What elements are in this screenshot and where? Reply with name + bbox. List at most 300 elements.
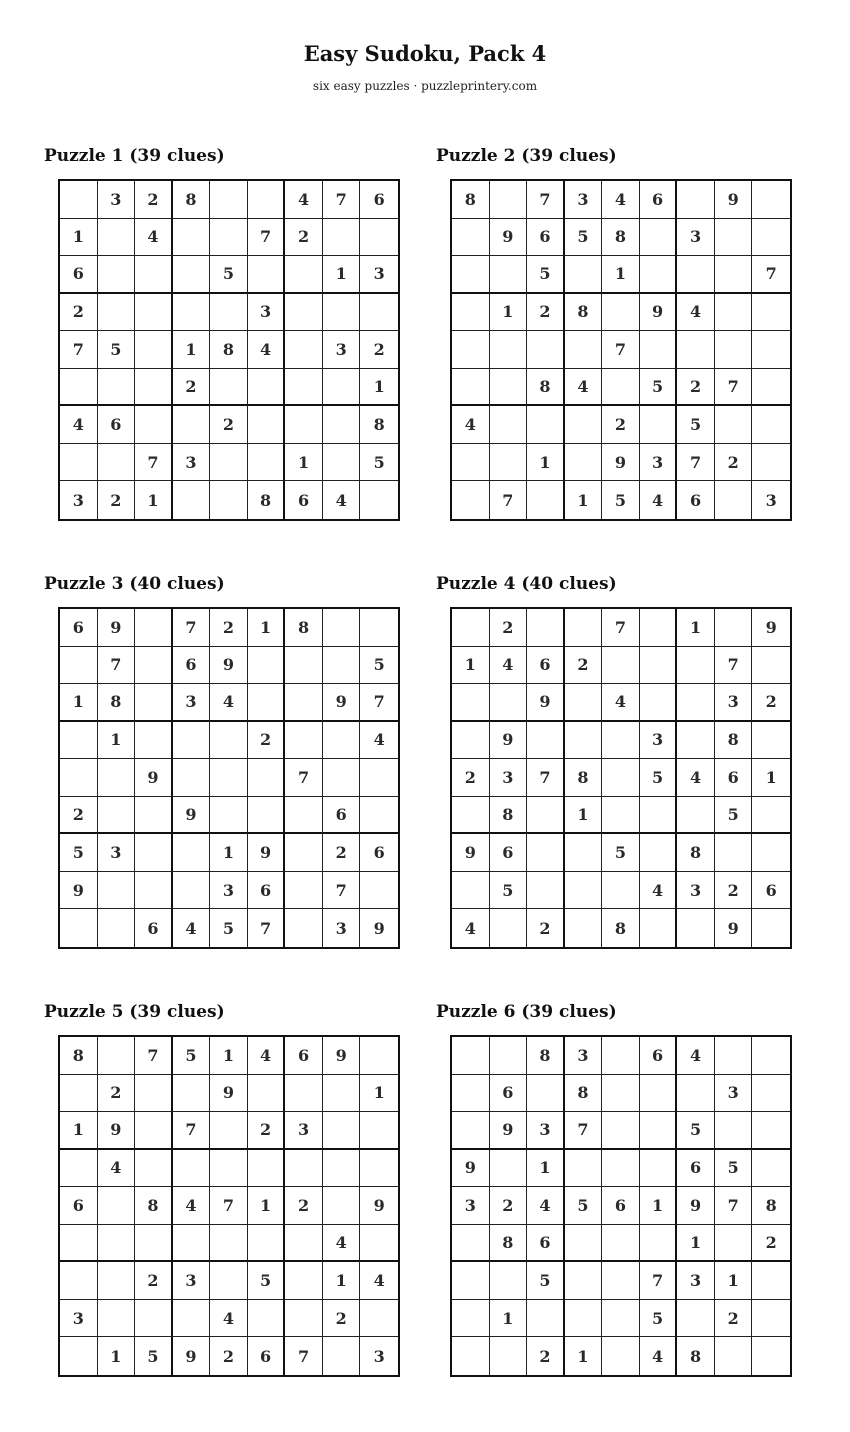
grid-cell [135,331,173,369]
grid-cell [360,1300,398,1338]
grid-cell [360,759,398,797]
grid-cell [135,369,173,407]
puzzle-heading: Puzzle 6 (39 clues) [436,1002,617,1022]
grid-cell: 4 [323,481,361,519]
grid-cell: 8 [360,406,398,444]
grid-cell [248,684,286,722]
grid-cell: 4 [248,1037,286,1075]
grid-cell [677,909,715,947]
grid-cell: 6 [248,872,286,910]
grid-cell [248,406,286,444]
grid-cell [135,797,173,835]
grid-cell [677,797,715,835]
grid-cell: 7 [248,909,286,947]
grid-cell: 8 [285,609,323,647]
grid-cell: 2 [527,294,565,332]
grid-cell: 3 [490,759,528,797]
grid-cell: 5 [640,759,678,797]
grid-cell: 1 [602,256,640,294]
grid-cell: 2 [210,406,248,444]
grid-cell [602,1337,640,1375]
grid-cell [602,369,640,407]
grid-cell [135,609,173,647]
grid-cell: 7 [98,647,136,685]
grid-cell: 1 [248,1187,286,1225]
grid-cell [565,1300,603,1338]
grid-cell: 8 [135,1187,173,1225]
grid-cell [452,722,490,760]
grid-cell [565,331,603,369]
grid-cell [173,1300,211,1338]
grid-cell [602,1075,640,1113]
grid-cell [715,331,753,369]
grid-cell: 6 [360,181,398,219]
grid-cell [98,369,136,407]
grid-cell [135,1225,173,1263]
grid-cell: 6 [490,1075,528,1113]
grid-cell: 2 [135,181,173,219]
grid-cell [98,444,136,482]
grid-cell: 1 [715,1262,753,1300]
grid-cell: 3 [715,1075,753,1113]
grid-cell [360,797,398,835]
grid-cell [715,256,753,294]
grid-cell: 5 [602,834,640,872]
grid-cell: 1 [360,369,398,407]
grid-cell: 9 [248,834,286,872]
grid-cell [677,181,715,219]
grid-cell: 1 [135,481,173,519]
grid-cell [565,872,603,910]
grid-cell: 7 [285,1337,323,1375]
grid-cell [173,834,211,872]
grid-cell [323,219,361,257]
grid-cell [452,797,490,835]
grid-cell: 4 [565,369,603,407]
grid-cell [640,1075,678,1113]
grid-cell [98,219,136,257]
grid-cell [527,872,565,910]
grid-cell: 5 [98,331,136,369]
grid-cell: 6 [527,219,565,257]
grid-cell [715,481,753,519]
grid-cell [60,909,98,947]
grid-cell [248,181,286,219]
grid-cell: 7 [715,1187,753,1225]
grid-cell [323,1187,361,1225]
grid-cell: 7 [715,369,753,407]
grid-cell: 5 [60,834,98,872]
grid-cell: 1 [98,722,136,760]
grid-cell [752,647,790,685]
grid-cell: 9 [490,1112,528,1150]
grid-cell [60,1262,98,1300]
grid-cell [360,1037,398,1075]
grid-cell: 4 [677,1037,715,1075]
grid-cell [135,1075,173,1113]
grid-cell [602,722,640,760]
grid-cell: 2 [715,444,753,482]
grid-cell: 6 [527,647,565,685]
grid-cell [565,406,603,444]
grid-cell [452,481,490,519]
grid-cell [98,1300,136,1338]
grid-cell: 2 [752,1225,790,1263]
grid-cell [285,909,323,947]
grid-cell: 8 [490,797,528,835]
grid-cell: 6 [527,1225,565,1263]
grid-cell: 2 [490,1187,528,1225]
grid-cell: 5 [715,1150,753,1188]
grid-cell: 7 [527,181,565,219]
grid-cell: 6 [173,647,211,685]
grid-cell: 9 [173,797,211,835]
grid-cell [452,1262,490,1300]
grid-cell: 8 [677,834,715,872]
grid-cell [248,444,286,482]
grid-cell [98,759,136,797]
grid-cell: 9 [210,647,248,685]
grid-cell [490,331,528,369]
grid-cell: 6 [640,181,678,219]
grid-cell [60,181,98,219]
grid-cell [565,684,603,722]
grid-cell: 5 [565,1187,603,1225]
grid-cell [640,834,678,872]
grid-cell [640,256,678,294]
grid-cell [640,1225,678,1263]
grid-cell [360,609,398,647]
grid-cell [752,219,790,257]
grid-cell: 9 [323,684,361,722]
grid-cell [248,1300,286,1338]
grid-cell: 4 [98,1150,136,1188]
grid-cell [752,181,790,219]
grid-cell: 2 [210,609,248,647]
grid-cell: 5 [248,1262,286,1300]
grid-cell [527,609,565,647]
grid-cell [98,797,136,835]
grid-cell: 8 [527,1037,565,1075]
grid-cell [323,1150,361,1188]
grid-cell [527,1300,565,1338]
grid-cell: 8 [173,181,211,219]
grid-cell [715,406,753,444]
grid-cell: 3 [323,909,361,947]
grid-cell [752,834,790,872]
grid-cell: 9 [490,722,528,760]
grid-cell [135,684,173,722]
grid-cell [677,1075,715,1113]
grid-cell [248,647,286,685]
grid-cell [640,219,678,257]
grid-cell: 5 [640,1300,678,1338]
grid-cell [98,872,136,910]
grid-cell: 3 [285,1112,323,1150]
grid-cell: 1 [640,1187,678,1225]
grid-cell: 8 [602,219,640,257]
grid-cell: 1 [60,219,98,257]
page-title: Easy Sudoku, Pack 4 [303,41,547,66]
grid-cell [173,406,211,444]
grid-cell [135,647,173,685]
grid-cell: 3 [565,181,603,219]
grid-cell [98,1225,136,1263]
grid-cell: 7 [285,759,323,797]
grid-cell [210,481,248,519]
grid-cell: 1 [248,609,286,647]
grid-cell [323,609,361,647]
grid-cell: 1 [490,1300,528,1338]
grid-cell [360,219,398,257]
grid-cell: 2 [135,1262,173,1300]
grid-cell [715,1037,753,1075]
grid-cell [360,1112,398,1150]
grid-cell: 4 [677,759,715,797]
grid-cell: 3 [360,256,398,294]
grid-cell [210,219,248,257]
grid-cell: 8 [98,684,136,722]
grid-cell [565,1225,603,1263]
puzzle-heading: Puzzle 2 (39 clues) [436,146,617,166]
grid-cell [565,256,603,294]
grid-cell: 3 [677,872,715,910]
grid-cell: 3 [173,444,211,482]
grid-cell [677,684,715,722]
grid-cell: 2 [565,647,603,685]
grid-cell: 4 [60,406,98,444]
grid-cell: 6 [490,834,528,872]
grid-cell [602,872,640,910]
grid-cell [173,219,211,257]
grid-cell: 6 [60,256,98,294]
grid-cell [752,444,790,482]
grid-cell: 3 [565,1037,603,1075]
grid-cell [640,406,678,444]
grid-cell [490,909,528,947]
grid-cell [248,256,286,294]
grid-cell: 4 [452,406,490,444]
grid-cell [323,294,361,332]
grid-cell: 2 [285,1187,323,1225]
grid-cell [323,1112,361,1150]
grid-cell: 9 [210,1075,248,1113]
puzzle-heading: Puzzle 4 (40 clues) [436,574,617,594]
grid-cell [210,1225,248,1263]
grid-cell: 2 [248,1112,286,1150]
grid-cell [285,406,323,444]
grid-cell [527,797,565,835]
grid-cell [285,256,323,294]
grid-cell [490,181,528,219]
grid-cell [323,722,361,760]
grid-cell [323,406,361,444]
grid-cell [640,797,678,835]
grid-cell: 2 [98,481,136,519]
grid-cell: 6 [715,759,753,797]
grid-cell [210,1112,248,1150]
grid-cell: 3 [452,1187,490,1225]
puzzle-heading: Puzzle 5 (39 clues) [44,1002,225,1022]
grid-cell [452,369,490,407]
grid-cell [752,1300,790,1338]
grid-cell [752,331,790,369]
grid-cell [752,1262,790,1300]
grid-cell: 9 [452,1150,490,1188]
grid-cell: 1 [677,609,715,647]
grid-cell: 9 [323,1037,361,1075]
grid-cell [602,759,640,797]
grid-cell: 6 [677,481,715,519]
grid-cell [60,759,98,797]
grid-cell [135,1300,173,1338]
grid-cell [285,722,323,760]
grid-cell: 1 [210,834,248,872]
grid-cell: 8 [490,1225,528,1263]
grid-cell [323,1075,361,1113]
grid-cell: 8 [60,1037,98,1075]
grid-cell [527,722,565,760]
grid-cell: 6 [285,481,323,519]
grid-cell: 5 [677,1112,715,1150]
grid-cell [210,759,248,797]
grid-cell: 1 [527,444,565,482]
grid-cell: 7 [602,609,640,647]
grid-cell: 8 [452,181,490,219]
grid-cell: 2 [527,909,565,947]
grid-cell: 1 [677,1225,715,1263]
grid-cell: 5 [527,256,565,294]
grid-cell: 4 [360,722,398,760]
grid-cell: 9 [602,444,640,482]
grid-cell [452,331,490,369]
grid-cell [60,647,98,685]
grid-cell: 6 [98,406,136,444]
grid-cell [677,256,715,294]
grid-cell: 5 [527,1262,565,1300]
sudoku-grid [450,607,792,949]
grid-cell [98,909,136,947]
grid-cell [640,1112,678,1150]
grid-cell: 4 [527,1187,565,1225]
grid-cell [490,1150,528,1188]
grid-cell [752,797,790,835]
grid-cell: 1 [60,684,98,722]
grid-cell [248,1075,286,1113]
grid-cell [285,1262,323,1300]
grid-cell: 9 [677,1187,715,1225]
grid-cell: 6 [60,1187,98,1225]
grid-cell: 7 [527,759,565,797]
grid-cell [210,1262,248,1300]
grid-cell: 8 [752,1187,790,1225]
sudoku-grid [58,1035,400,1377]
grid-cell: 2 [360,331,398,369]
grid-cell: 3 [60,1300,98,1338]
grid-cell: 5 [360,647,398,685]
grid-cell: 7 [323,181,361,219]
grid-cell: 3 [640,444,678,482]
grid-cell: 3 [248,294,286,332]
grid-cell: 1 [490,294,528,332]
grid-cell [210,797,248,835]
grid-cell [360,1225,398,1263]
grid-cell: 4 [640,872,678,910]
grid-cell [565,609,603,647]
grid-cell: 5 [210,909,248,947]
grid-cell [752,1150,790,1188]
grid-cell [285,684,323,722]
grid-cell: 2 [210,1337,248,1375]
grid-cell [173,722,211,760]
grid-cell: 4 [210,1300,248,1338]
grid-cell [602,1112,640,1150]
grid-cell [323,647,361,685]
grid-cell [715,1225,753,1263]
grid-cell: 4 [640,1337,678,1375]
grid-cell [490,1262,528,1300]
grid-cell: 8 [565,294,603,332]
grid-cell: 3 [677,219,715,257]
grid-cell [752,722,790,760]
grid-cell [210,369,248,407]
grid-cell: 4 [452,909,490,947]
grid-cell: 4 [602,684,640,722]
grid-cell [602,294,640,332]
grid-cell: 1 [452,647,490,685]
grid-cell: 9 [452,834,490,872]
grid-cell: 3 [373,1346,385,1366]
grid-cell [60,1337,98,1375]
grid-cell: 2 [715,872,753,910]
grid-cell: 7 [490,481,528,519]
grid-cell: 4 [640,481,678,519]
grid-cell: 1 [360,1075,398,1113]
grid-cell: 6 [248,1337,286,1375]
grid-cell [248,369,286,407]
grid-cell [452,872,490,910]
grid-cell: 2 [490,609,528,647]
grid-cell [285,294,323,332]
grid-cell [210,294,248,332]
sudoku-grid [58,607,400,949]
grid-cell [210,444,248,482]
grid-cell [135,294,173,332]
grid-cell [135,872,173,910]
grid-cell: 6 [677,1150,715,1188]
grid-cell [210,722,248,760]
grid-cell [323,444,361,482]
sudoku-grid [58,179,400,521]
grid-cell [452,1337,490,1375]
sudoku-grid [450,179,792,521]
grid-cell: 2 [752,684,790,722]
grid-cell: 6 [285,1037,323,1075]
grid-cell: 6 [360,834,398,872]
grid-cell: 4 [135,219,173,257]
grid-cell: 2 [452,759,490,797]
grid-cell [602,1262,640,1300]
grid-cell: 5 [602,481,640,519]
grid-cell [715,1112,753,1150]
grid-cell [248,1150,286,1188]
grid-cell [360,294,398,332]
grid-cell [752,406,790,444]
grid-cell: 2 [527,1337,565,1375]
grid-cell: 8 [602,909,640,947]
grid-cell [173,256,211,294]
grid-cell: 9 [98,609,136,647]
